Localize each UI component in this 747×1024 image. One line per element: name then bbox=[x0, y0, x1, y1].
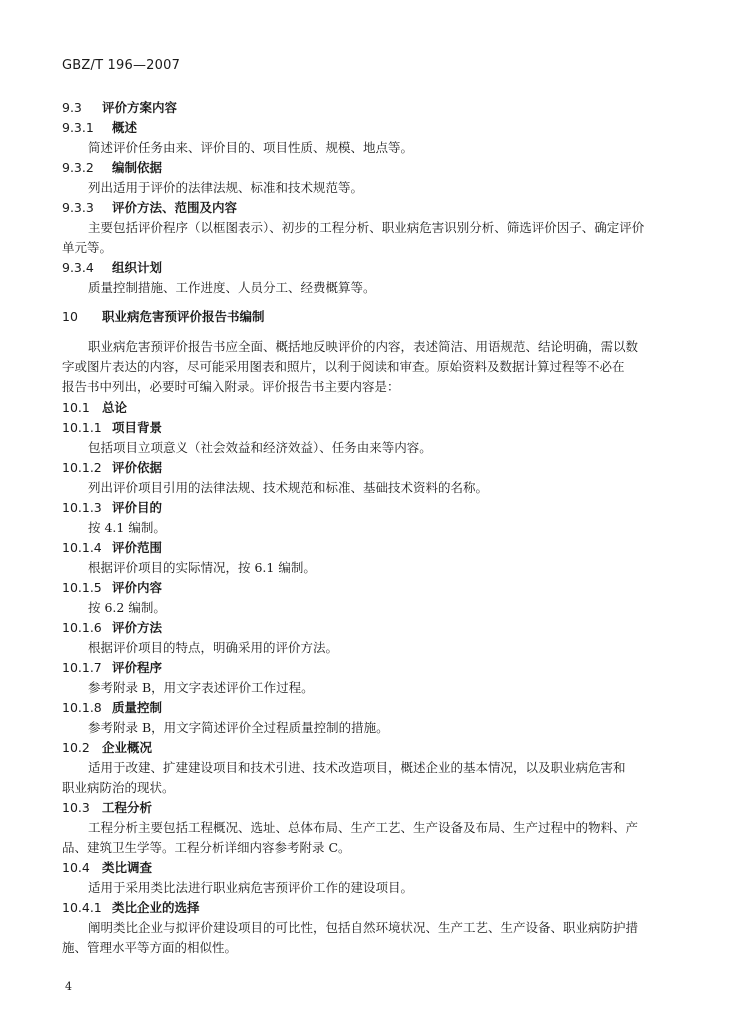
section-title: 评价目的 bbox=[112, 500, 163, 515]
section-heading bbox=[62, 420, 162, 436]
section-title: 概述 bbox=[112, 120, 138, 135]
section-title: 职业病危害预评价报告书编制 bbox=[102, 309, 265, 324]
section-number: 10.1 bbox=[62, 400, 90, 415]
paragraph-line: 列出评价项目引用的法律法规、技术规范和标准、基础技术资料的名称。 bbox=[88, 480, 489, 495]
paragraph-continuation: 单元等。 bbox=[62, 240, 113, 255]
section-title: 评价依据 bbox=[112, 460, 163, 475]
section-number: 9.3.2 bbox=[62, 160, 94, 175]
section-number: 10.1.5 bbox=[62, 580, 102, 595]
section-number: 9.3.1 bbox=[62, 120, 94, 135]
paragraph-line: 质量控制措施、工作进度、人员分工、经费概算等。 bbox=[88, 280, 376, 295]
section-title: 评价范围 bbox=[112, 540, 163, 555]
section-heading bbox=[62, 860, 152, 876]
section-number: 9.3.3 bbox=[62, 200, 94, 215]
section-number: 10.2 bbox=[62, 740, 90, 755]
section-title: 评价内容 bbox=[112, 580, 163, 595]
section-number: 10 bbox=[62, 309, 78, 324]
paragraph-line: 职业病危害预评价报告书应全面、概括地反映评价的内容，表述简洁、用语规范、结论明确，需以数 bbox=[88, 339, 639, 354]
paragraph-line: 适用于改建、扩建建设项目和技术引进、技术改造项目，概述企业的基本情况，以及职业病危害和 bbox=[88, 760, 626, 775]
section-heading bbox=[62, 460, 162, 476]
section-number: 10.4.1 bbox=[62, 900, 102, 915]
section-number: 10.1.7 bbox=[62, 660, 102, 675]
section-number: 10.1.1 bbox=[62, 420, 102, 435]
paragraph-line: 按 6.2 编制。 bbox=[88, 600, 166, 615]
section-heading bbox=[62, 900, 200, 916]
section-number: 9.3 bbox=[62, 100, 82, 115]
section-heading bbox=[62, 800, 152, 816]
section-title: 质量控制 bbox=[112, 700, 163, 715]
section-number: 10.1.2 bbox=[62, 460, 102, 475]
section-title: 评价方案内容 bbox=[102, 100, 178, 115]
paragraph-line: 根据评价项目的特点，明确采用的评价方法。 bbox=[88, 640, 339, 655]
paragraph-line: 主要包括评价程序（以框图表示）、初步的工程分析、职业病危害识别分析、筛选评价因子、确定评价 bbox=[88, 220, 645, 235]
section-heading bbox=[62, 100, 177, 116]
paragraph-line: 包括项目立项意义（社会效益和经济效益）、任务由来等内容。 bbox=[88, 440, 432, 455]
section-title: 项目背景 bbox=[112, 420, 163, 435]
section-heading bbox=[62, 660, 162, 676]
paragraph-line: 按 4.1 编制。 bbox=[88, 520, 166, 535]
paragraph-line: 适用于采用类比法进行职业病危害预评价工作的建设项目。 bbox=[88, 880, 414, 895]
paragraph-continuation: 品、建筑卫生学等。工程分析详细内容参考附录 C。 bbox=[62, 840, 351, 855]
section-heading bbox=[62, 400, 127, 416]
section-title: 工程分析 bbox=[102, 800, 153, 815]
paragraph-line: 简述评价任务由来、评价目的、项目性质、规模、地点等。 bbox=[88, 140, 414, 155]
section-number: 10.1.6 bbox=[62, 620, 102, 635]
section-heading bbox=[62, 620, 162, 636]
section-number: 10.4 bbox=[62, 860, 90, 875]
section-heading bbox=[62, 740, 152, 756]
section-number: 10.1.3 bbox=[62, 500, 102, 515]
section-heading bbox=[62, 580, 162, 596]
section-title: 评价方法 bbox=[112, 620, 163, 635]
page-number: 4 bbox=[65, 980, 72, 993]
paragraph-line: 列出适用于评价的法律法规、标准和技术规范等。 bbox=[88, 180, 364, 195]
section-title: 类比调查 bbox=[102, 860, 153, 875]
section-heading bbox=[62, 160, 162, 176]
paragraph-continuation: 职业病防治的现状。 bbox=[62, 780, 175, 795]
section-title: 组织计划 bbox=[112, 260, 163, 275]
section-title: 类比企业的选择 bbox=[112, 900, 200, 915]
section-title: 企业概况 bbox=[102, 740, 153, 755]
paragraph-line: 参考附录 B，用文字简述评价全过程质量控制的措施。 bbox=[88, 720, 389, 735]
section-heading bbox=[62, 260, 162, 276]
section-heading bbox=[62, 200, 237, 216]
paragraph-line: 工程分析主要包括工程概况、选址、总体布局、生产工艺、生产设备及布局、生产过程中的物料、产 bbox=[88, 820, 639, 835]
paragraph-continuation: 施、管理水平等方面的相似性。 bbox=[62, 940, 238, 955]
paragraph-line: 根据评价项目的实际情况，按 6.1 编制。 bbox=[88, 560, 316, 575]
section-number: 10.3 bbox=[62, 800, 90, 815]
paragraph-continuation: 字或图片表达的内容，尽可能采用图表和照片，以利于阅读和审查。原始资料及数据计算过程等不必在 bbox=[62, 359, 625, 374]
section-title: 评价程序 bbox=[112, 660, 163, 675]
section-title: 总论 bbox=[102, 400, 128, 415]
section-number: 10.1.4 bbox=[62, 540, 102, 555]
section-title: 评价方法、范围及内容 bbox=[112, 200, 238, 215]
paragraph-line: 参考附录 B，用文字表述评价工作过程。 bbox=[88, 680, 314, 695]
section-heading bbox=[62, 309, 265, 325]
section-heading bbox=[62, 540, 162, 556]
section-heading bbox=[62, 120, 137, 136]
section-number: 10.1.8 bbox=[62, 700, 102, 715]
section-title: 编制依据 bbox=[112, 160, 163, 175]
paragraph-line: 阐明类比企业与拟评价建设项目的可比性，包括自然环境状况、生产工艺、生产设备、职业病防护措 bbox=[88, 920, 639, 935]
document-header: GBZ/T 196—2007 bbox=[62, 58, 181, 73]
paragraph-continuation: 报告书中列出，必要时可编入附录。评价报告书主要内容是： bbox=[62, 379, 400, 394]
section-number: 9.3.4 bbox=[62, 260, 94, 275]
section-heading bbox=[62, 500, 162, 516]
section-heading bbox=[62, 700, 162, 716]
